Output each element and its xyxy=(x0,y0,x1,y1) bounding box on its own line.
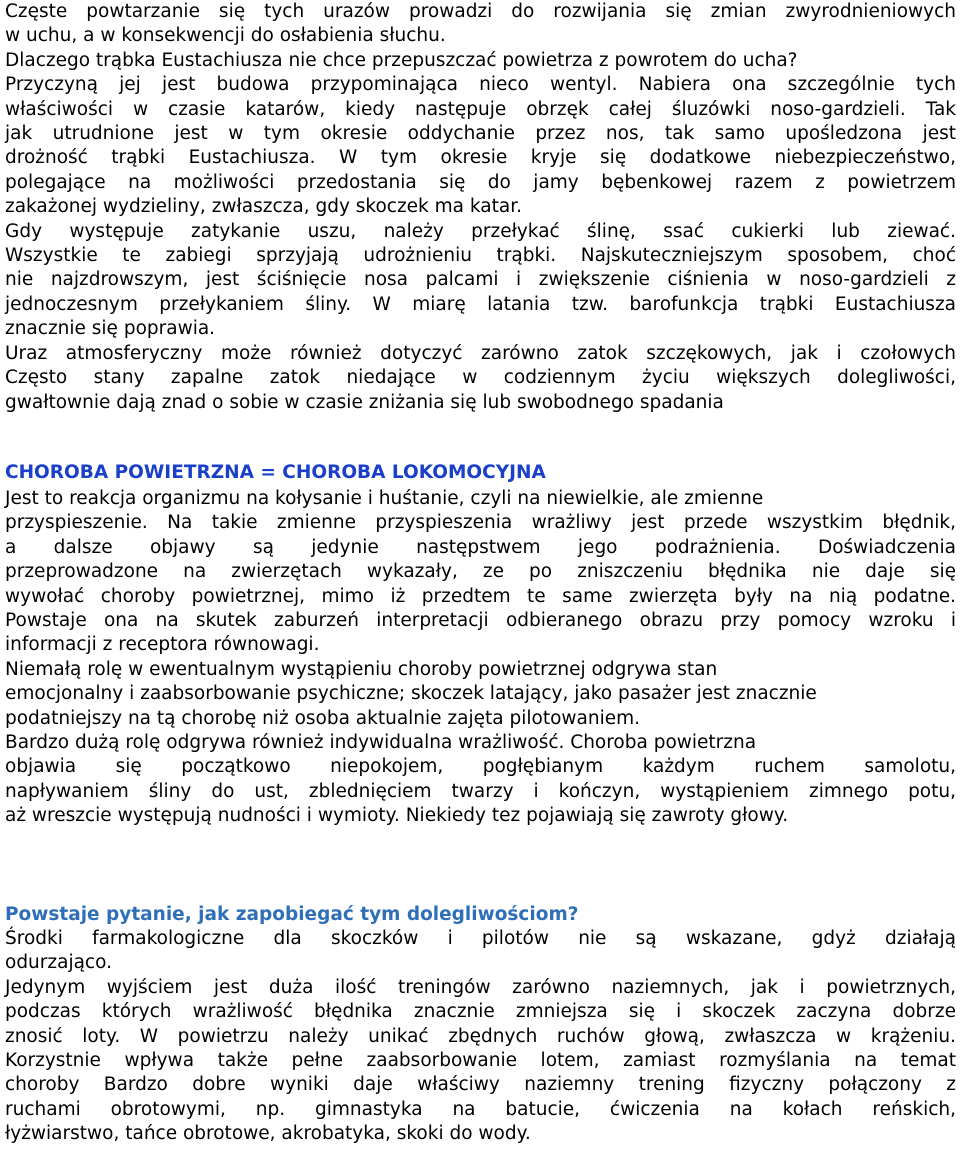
text-line: napływaniem śliny do ust, zblednięciem twarzy i kończyn, wystąpieniem zimnego potu, xyxy=(5,780,956,802)
text-line: Niemałą rolę w ewentualnym wystąpieniu choroby powietrznej odgrywa stan xyxy=(5,658,718,680)
text-line: właściwości w czasie katarów, kiedy następuje obrzęk całej śluzówki noso-gardzieli. Tak xyxy=(5,98,956,120)
text-line: w uchu, a w konsekwencji do osłabienia słuchu. xyxy=(5,25,446,47)
text-line: Dlaczego trąbka Eustachiusza nie chce przepuszczać powietrza z powrotem do ucha? xyxy=(5,49,798,71)
text-line: przyspieszenie. Na takie zmienne przyspieszenia wrażliwy jest przede wszystkim błędnik, xyxy=(5,512,956,534)
text-line: jak utrudnione jest w tym okresie oddychanie przez nos, tak samo upośledzona jest xyxy=(5,123,956,145)
text-line: a dalsze objawy są jedynie następstwem jego podrażnienia. Doświadczenia xyxy=(5,536,956,558)
text-line: emocjonalny i zaabsorbowanie psychiczne; skoczek latający, jako pasażer jest znacznie xyxy=(5,683,817,705)
paragraph-ear-injuries xyxy=(5,0,956,415)
text-line: zakażonej wydzieliny, zwłaszcza, gdy skoczek ma katar. xyxy=(5,196,522,218)
text-line: nie najzdrowszym, jest ściśnięcie nosa palcami i zwiększenie ciśnienia w noso-gardzieli z xyxy=(5,269,956,291)
text-line: wywołać choroby powietrznej, mimo iż przedtem te same zwierzęta były na nią podatne. xyxy=(5,585,956,607)
text-line: podatniejszy na tą chorobę niż osoba aktualnie zajęta pilotowaniem. xyxy=(5,707,641,729)
text-line: Częste powtarzanie się tych urazów prowadzi do rozwijania się zmian zwyrodnieniowych xyxy=(5,1,956,22)
text-line: ruchami obrotowymi, np. gimnastyka na batucie, ćwiczenia na kołach reńskich, xyxy=(5,1098,956,1120)
text-line: znosić loty. W powietrzu należy unikać zbędnych ruchów głową, zwłaszcza w krążeniu. xyxy=(5,1025,956,1047)
text-line: Bardzo dużą rolę odgrywa również indywidualna wrażliwość. Choroba powietrzna xyxy=(5,732,757,754)
text-line: drożność trąbki Eustachiusza. W tym okresie kryje się dodatkowe niebezpieczeństwo, xyxy=(5,147,956,169)
text-line: Przyczyną jej jest budowa przypominająca nieco wentyl. Nabiera ona szczególnie tych xyxy=(5,74,956,96)
text-line: Gdy występuje zatykanie uszu, należy przełykać ślinę, ssać cukierki lub ziewać. xyxy=(5,220,956,242)
text-line: łyżwiarstwo, tańce obrotowe, akrobatyka, skoki do wody. xyxy=(5,1123,531,1145)
section-heading-prevention: Powstaje pytanie, jak zapobiegać tym dolegliwościom? xyxy=(5,904,579,925)
text-line: Często stany zapalne zatok niedające w codziennym życiu większych dolegliwości, xyxy=(5,367,956,389)
text-line: Wszystkie te zabiegi sprzyjają udrożnieniu trąbki. Najskuteczniejszym sposobem, choć xyxy=(5,245,956,267)
paragraph-air-sickness xyxy=(5,487,956,829)
text-line: odurzająco. xyxy=(5,952,112,974)
text-line: Środki farmakologiczne dla skoczków i pilotów nie są wskazane, gdyż działają xyxy=(5,928,956,949)
text-line: Uraz atmosferyczny może również dotyczyć zarówno zatok szczękowych, jak i czołowych xyxy=(5,342,956,364)
text-line: Jedynym wyjściem jest duża ilość treningów zarówno naziemnych, jak i powietrznych, xyxy=(5,976,956,998)
text-line: przeprowadzone na zwierzętach wykazały, ze po zniszczeniu błędnika nie daje się xyxy=(5,561,956,583)
text-line: informacji z receptora równowagi. xyxy=(5,634,320,656)
text-line: Jest to reakcja organizmu na kołysanie i huśtanie, czyli na niewielkie, ale zmienne xyxy=(5,488,764,509)
text-line: choroby Bardzo dobre wyniki daje właściwy naziemny trening fizyczny połączony z xyxy=(5,1074,956,1096)
text-line: jednoczesnym przełykaniem śliny. W miarę latania tzw. barofunkcja trąbki Eustachiusza xyxy=(5,293,956,315)
text-line: Powstaje ona na skutek zaburzeń interpretacji odbieranego obrazu przy pomocy wzroku i xyxy=(5,610,956,632)
text-line: gwałtownie dają znad o sobie w czasie zniżania się lub swobodnego spadania xyxy=(5,391,724,413)
text-line: objawia się początkowo niepokojem, pogłębianym każdym ruchem samolotu, xyxy=(5,756,956,778)
text-line: aż wreszcie występują nudności i wymioty. Niekiedy tez pojawiają się zawroty głowy. xyxy=(5,805,789,827)
text-line: Korzystnie wpływa także pełne zaabsorbowanie lotem, zamiast rozmyślania na temat xyxy=(5,1050,956,1072)
section-heading-air-sickness: CHOROBA POWIETRZNA = CHOROBA LOKOMOCYJNA xyxy=(5,462,546,483)
text-line: znacznie się poprawia. xyxy=(5,318,216,340)
paragraph-prevention xyxy=(5,927,956,1147)
text-line: podczas których wrażliwość błędnika znacznie zmniejsza się i skoczek zaczyna dobrze xyxy=(5,1001,956,1023)
text-line: polegające na możliwości przedostania się do jamy bębenkowej razem z powietrzem xyxy=(5,171,956,193)
